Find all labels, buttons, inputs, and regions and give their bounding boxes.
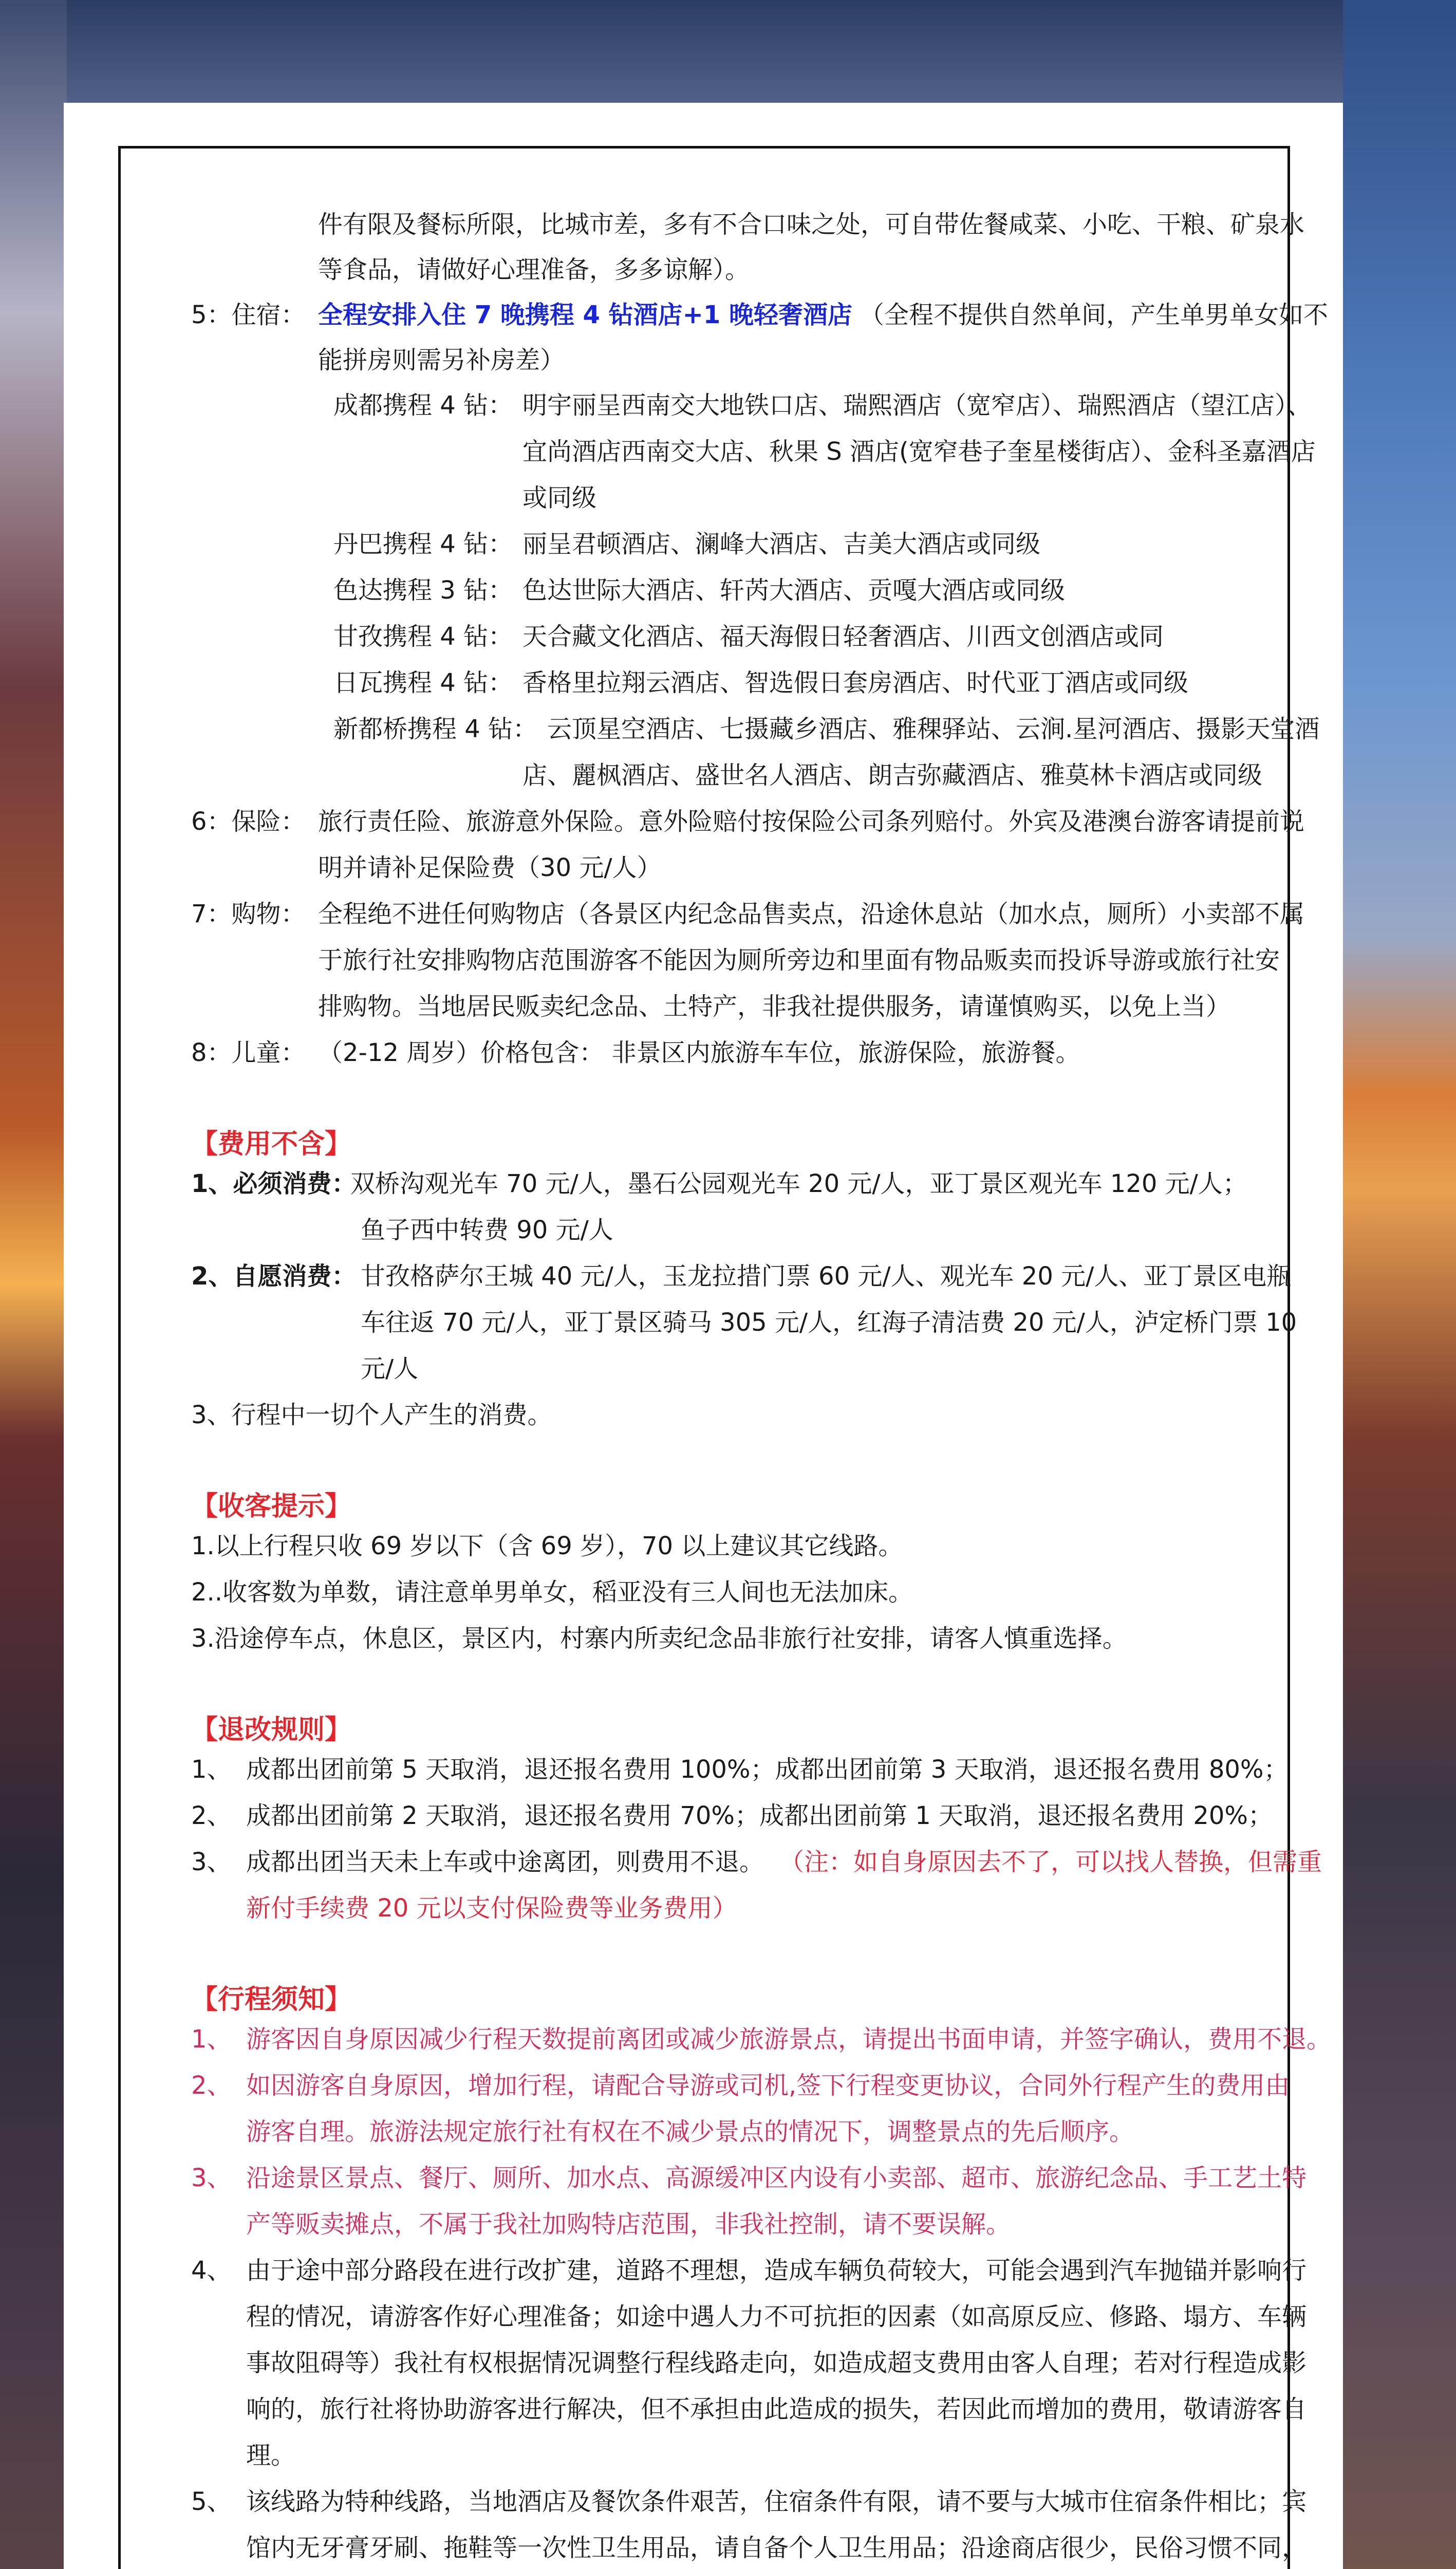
notice-line: 沿途景区景点、餐厅、厕所、加水点、高源缓冲区内设有小卖部、超市、旅游纪念品、手工艺土特 (246, 2164, 1307, 2192)
hotel-list-line: 色达世际大酒店、轩芮大酒店、贡嘎大酒店或同级 (522, 576, 1066, 605)
notice-number: 3、 (191, 2164, 232, 2192)
hotel-list-line: 天合藏文化酒店、福天海假日轻奢酒店、川西文创酒店或同 (522, 622, 1164, 651)
hotel-city: 丹巴携程 4 钻： (333, 530, 513, 559)
background-left (0, 0, 67, 2569)
notice-line: 馆内无牙膏牙刷、拖鞋等一次性卫生用品，请自备个人卫生用品；沿途商店很少，民俗习惯不同， (246, 2534, 1307, 2562)
notice-line: 游客自理。旅游法规定旅行社有权在不减少景点的情况下，调整景点的先后顺序。 (246, 2117, 1134, 2146)
meal-note-line-2: 等食品，请做好心理准备，多多谅解）。 (318, 255, 750, 284)
notice-line: 程的情况，请游客作好心理准备；如途中遇人力不可抗拒的因素（如高原反应、修路、塌方、车辆 (246, 2302, 1307, 2331)
hotel-city: 甘孜携程 4 钻： (333, 622, 513, 651)
hotel-city: 成都携程 4 钻： (333, 391, 513, 420)
hotel-list-line: 云顶星空酒店、七摄藏乡酒店、雅稞驿站、云涧.星河酒店、摄影天堂酒 (547, 715, 1320, 743)
refund-title: 【退改规则】 (191, 1715, 352, 1745)
content-frame (118, 146, 1332, 2569)
notice-line: 产等贩卖摊点，不属于我社加购特店范围，非我社控制，请不要误解。 (246, 2210, 1011, 2239)
refund-item-text: 成都出团前第 2 天取消，退还报名费用 70%；成都出团前第 1 天取消，退还报名费用 20%； (246, 1801, 1273, 1830)
lodging-highlight: 全程安排入住 7 晚携程 4 钻酒店+1 晚轻奢酒店 (318, 301, 852, 329)
refund-item-text: 成都出团当天未上车或中途离团，则费用不退。 (246, 1848, 764, 1876)
background-right (1343, 0, 1456, 2569)
notice-line: 响的，旅行社将协助游客进行解决，但不承担由此造成的损失，若因此而增加的费用，敬请游客自 (246, 2395, 1307, 2424)
children-label: 8：儿童： (191, 1038, 306, 1067)
hotel-list-line: 丽呈君顿酒店、澜峰大酒店、吉美大酒店或同级 (522, 530, 1041, 559)
lodging-label: 5：住宿： (191, 301, 306, 329)
optional-label: 2、自愿消费： (191, 1262, 357, 1291)
insurance-label: 6：保险： (191, 807, 306, 836)
hotel-list-line: 明宇丽呈西南交大地铁口店、瑞熙酒店（宽窄店）、瑞熙酒店（望江店）、 (522, 391, 1312, 420)
hotel-city: 日瓦携程 4 钻： (333, 668, 513, 697)
children-text: （2-12 周岁）价格包含： 非景区内旅游车车位，旅游保险，旅游餐。 (318, 1038, 1080, 1067)
notice-number: 4、 (191, 2256, 232, 2285)
hotel-city: 新都桥携程 4 钻： (333, 715, 538, 743)
notice-line: 理。 (246, 2441, 296, 2470)
notice-number: 2、 (191, 2071, 232, 2100)
refund-item-number: 2、 (191, 1801, 232, 1830)
guest-tip-item: 1.以上行程只收 69 岁以下（含 69 岁），70 以上建议其它线路。 (191, 1532, 903, 1560)
insurance-line: 明并请补足保险费（30 元/人） (318, 853, 662, 882)
itinerary-card (64, 103, 1343, 2569)
refund-item-number: 1、 (191, 1755, 232, 1784)
optional-line: 元/人 (361, 1354, 419, 1383)
mandatory-line: 双桥沟观光车 70 元/人，墨石公园观光车 20 元/人，亚丁景区观光车 120 元/人； (350, 1169, 1247, 1198)
notice-number: 1、 (191, 2025, 232, 2054)
hotel-city: 色达携程 3 钻： (333, 576, 513, 605)
notice-line: 该线路为特种线路，当地酒店及餐饮条件艰苦，住宿条件有限，请不要与大城市住宿条件相比；宾 (246, 2487, 1307, 2516)
mandatory-line: 鱼子西中转费 90 元/人 (361, 1216, 613, 1244)
lodging-note-2: 能拼房则需另补房差） (318, 346, 565, 375)
hotel-list-line: 宜尚酒店西南交大店、秋果 S 酒店(宽窄巷子奎星楼街店）、金科圣嘉酒店 (522, 437, 1316, 466)
notice-line: 事故阻碍等）我社有权根据情况调整行程线路走向，如造成超支费用由客人自理；若对行程造成影 (246, 2349, 1307, 2377)
notice-title: 【行程须知】 (191, 1984, 352, 2015)
shopping-line: 于旅行社安排购物店范围游客不能因为厕所旁边和里面有物品贩卖而投诉导游或旅行社安 (318, 946, 1280, 975)
refund-item-text: 成都出团前第 5 天取消，退还报名费用 100%；成都出团前第 3 天取消，退还报名费用 80%； (246, 1755, 1289, 1784)
notice-line: 如因游客自身原因，增加行程，请配合导游或司机,签下行程变更协议，合同外行程产生的费用由 (246, 2071, 1290, 2100)
notice-line: 由于途中部分路段在进行改扩建，道路不理想，造成车辆负荷较大，可能会遇到汽车抛锚并影响行 (246, 2256, 1307, 2285)
shopping-label: 7：购物： (191, 900, 306, 928)
refund-item-number: 3、 (191, 1848, 232, 1876)
guest-tips-title: 【收客提示】 (191, 1491, 352, 1522)
exclusion-item-3: 3、行程中一切个人产生的消费。 (191, 1401, 552, 1429)
shopping-line: 全程绝不进任何购物店（各景区内纪念品售卖点，沿途休息站（加水点，厕所）小卖部不属 (318, 900, 1305, 928)
meal-note-line-1: 件有限及餐标所限，比城市差，多有不合口味之处，可自带佐餐咸菜、小吃、干粮、矿泉水 (318, 210, 1305, 239)
shopping-line: 排购物。当地居民贩卖纪念品、土特产，非我社提供服务，请谨慎购买，以免上当） (318, 992, 1231, 1021)
optional-line: 车往返 70 元/人，亚丁景区骑马 305 元/人，红海子清洁费 20 元/人，泸定桥门票 10 (361, 1308, 1297, 1337)
refund-note-2: 新付手续费 20 元以支付保险费等业务费用） (246, 1894, 737, 1923)
mandatory-label: 1、必须消费： (191, 1169, 357, 1198)
exclusions-title: 【费用不含】 (191, 1129, 352, 1160)
lodging-note-1: （全程不提供自然单间，产生单男单女如不 (860, 301, 1329, 329)
guest-tip-item: 3.沿途停车点，休息区，景区内，村寨内所卖纪念品非旅行社安排，请客人慎重选择。 (191, 1624, 1127, 1653)
hotel-list-line: 或同级 (522, 483, 597, 512)
optional-line: 甘孜格萨尔王城 40 元/人，玉龙拉措门票 60 元/人、观光车 20 元/人、亚丁景区电瓶 (361, 1262, 1292, 1291)
refund-note-1: （注：如自身原因去不了，可以找人替换，但需重 (779, 1848, 1322, 1876)
hotel-list-line: 店、麗枫酒店、盛世名人酒店、朗吉弥藏酒店、雅莫林卡酒店或同级 (522, 761, 1263, 790)
notice-line: 游客因自身原因减少行程天数提前离团或减少旅游景点，请提出书面申请，并签字确认，费用不退。 (246, 2025, 1332, 2054)
notice-number: 5、 (191, 2487, 232, 2516)
hotel-list-line: 香格里拉翔云酒店、智选假日套房酒店、时代亚丁酒店或同级 (522, 668, 1189, 697)
insurance-line: 旅行责任险、旅游意外保险。意外险赔付按保险公司条列赔付。外宾及港澳台游客请提前说 (318, 807, 1305, 836)
guest-tip-item: 2..收客数为单数，请注意单男单女，稻亚没有三人间也无法加床。 (191, 1578, 913, 1607)
